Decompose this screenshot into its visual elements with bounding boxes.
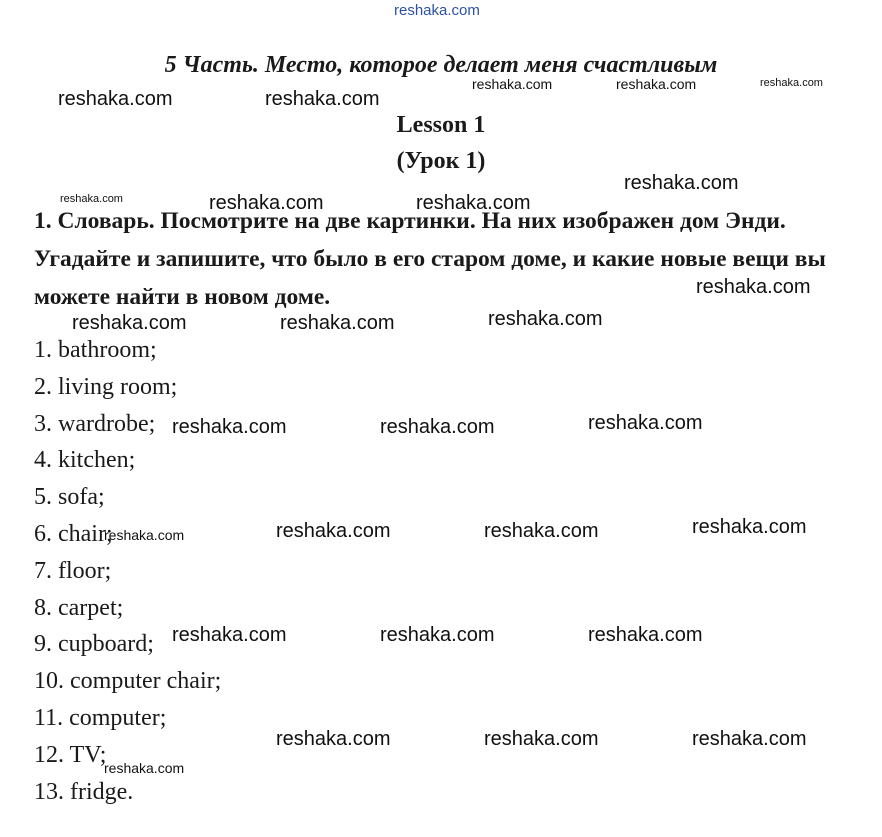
watermark: reshaka.com: [484, 520, 599, 542]
task-instruction: 1. Словарь. Посмотрите на две картинки. На них изображен дом Энди. Угадайте и запишите, что было в его старом доме, и какие новые вещи вы можете найти в новом доме.: [34, 208, 826, 310]
vocab-item: 4. kitchen;: [34, 447, 136, 474]
watermark: reshaka.com: [760, 77, 823, 89]
vocab-item: 5. sofa;: [34, 484, 105, 511]
lesson-title: Lesson 1: [396, 112, 486, 138]
vocab-item: 1. bathroom;: [34, 337, 157, 363]
vocabulary-list: [34, 332, 221, 810]
watermark: reshaka.com: [488, 308, 603, 330]
watermark: reshaka.com: [484, 728, 599, 750]
watermark: reshaka.com: [588, 412, 703, 434]
vocab-item: 13. fridge.: [34, 778, 134, 805]
watermark: reshaka.com: [60, 193, 123, 205]
watermark: reshaka.com: [209, 192, 324, 214]
vocab-item: 8. carpet;: [34, 594, 124, 621]
vocab-item: 10. computer chair;: [34, 668, 222, 695]
watermark: reshaka.com: [276, 728, 391, 750]
watermark: reshaka.com: [172, 624, 287, 646]
part-title: 5 Часть. Место, которое делает меня счастливым: [164, 52, 718, 78]
watermark: reshaka.com: [172, 416, 287, 438]
vocab-item: 9. cupboard;: [34, 631, 154, 658]
watermark: reshaka.com: [588, 624, 703, 646]
watermark: reshaka.com: [72, 312, 187, 334]
watermark: reshaka.com: [616, 76, 697, 92]
vocab-item: 6. chair;: [34, 520, 113, 547]
lesson-subtitle: (Урок 1): [396, 148, 486, 174]
watermark: reshaka.com: [276, 520, 391, 542]
watermark: reshaka.com: [280, 312, 395, 334]
watermark: reshaka.com: [265, 88, 380, 110]
vocab-item: 12. TV;: [34, 741, 107, 768]
vocab-item: 7. floor;: [34, 557, 112, 584]
watermark: reshaka.com: [696, 276, 811, 298]
vocab-item: 11. computer;: [34, 704, 167, 731]
watermark: reshaka.com: [472, 76, 553, 92]
watermark: reshaka.com: [692, 728, 807, 750]
watermark: reshaka.com: [416, 192, 531, 214]
watermark: reshaka.com: [104, 527, 185, 543]
watermark: reshaka.com: [380, 624, 495, 646]
watermark: reshaka.com: [380, 416, 495, 438]
vocab-item: 2. living room;: [34, 373, 178, 400]
vocab-item: 3. wardrobe;: [34, 410, 156, 437]
watermark: reshaka.com: [692, 516, 807, 538]
watermark: reshaka.com: [58, 88, 173, 110]
watermark: reshaka.com: [624, 172, 739, 194]
site-url[interactable]: reshaka.com: [394, 2, 480, 19]
watermark: reshaka.com: [104, 760, 185, 776]
